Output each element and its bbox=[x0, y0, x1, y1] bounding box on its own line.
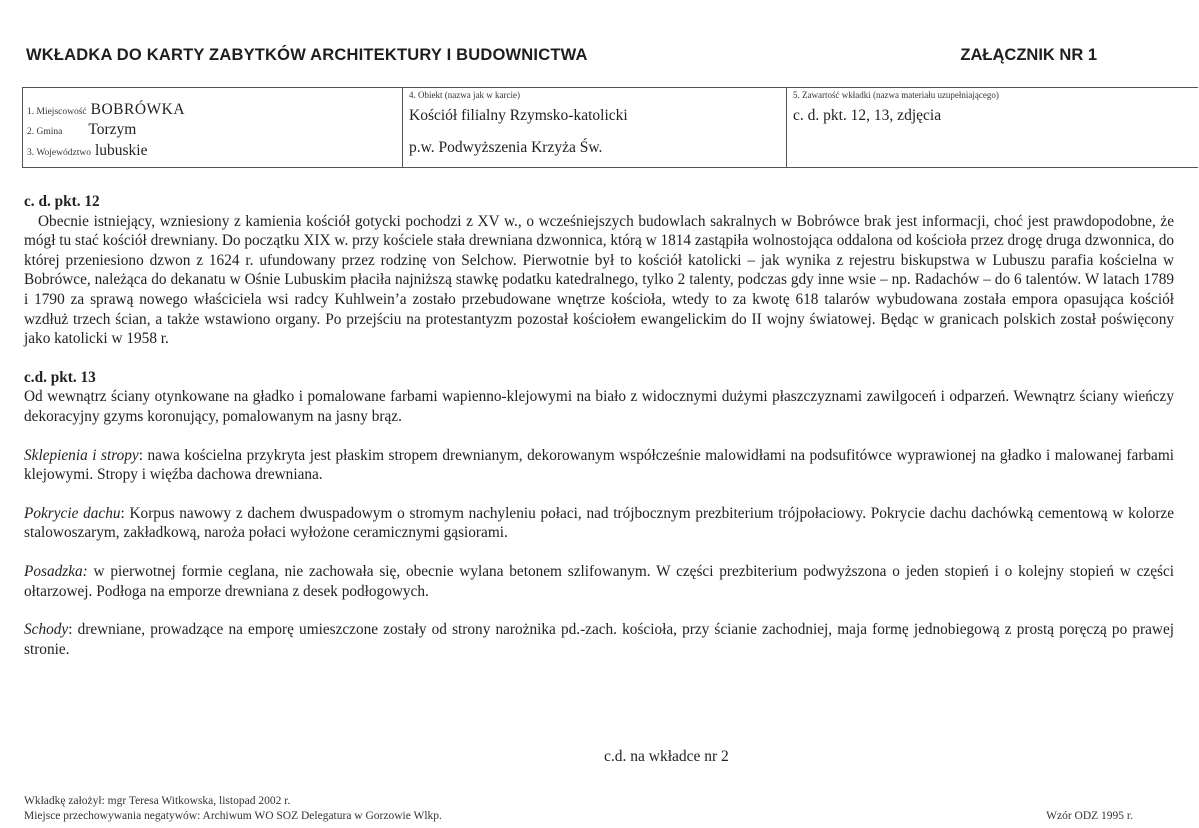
schody-term: Schody bbox=[24, 621, 69, 639]
obiekt-label: 4. Obiekt (nazwa jak w karcie) bbox=[409, 90, 520, 100]
section-13-title: c.d. pkt. 13 bbox=[24, 368, 96, 386]
pokrycie-term: Pokrycie dachu bbox=[24, 504, 121, 522]
continuation-note: c.d. na wkładce nr 2 bbox=[604, 748, 729, 765]
section-13-intro: Od wewnątrz ściany otynkowane na gładko i pomalowane farbami wapienno-klejowymi na biało z widocznymi dużymi płaszczyznami zawilgoceń i odparzeń. Wewnątrz ściany wieńczy dekoracyjny gzyms koronujący, pomalowanym na jasny brąz. bbox=[24, 388, 1174, 425]
schody-text: : drewniane, prowadzące na emporę umieszczone zostały od strony narożnika pd.-zach. kościoła, przy ścianie zachodniej, maja formę jednobiegową z prostą poręczą po prawej stronie. bbox=[24, 621, 1174, 658]
gmina-value: Torzym bbox=[88, 121, 137, 138]
pokrycie-text: : Korpus nawowy z dachem dwuspadowym o stromym nachyleniu połaci, nad trójbocznym prezbiterium trójpołaciowy. Pokrycie dachu dachówką cementową w kolorze stalowoszarym, zakładkową, naroża połaci wyłożone ceramicznymi gąsiorami. bbox=[24, 504, 1174, 542]
miejscowosc-field bbox=[27, 101, 185, 119]
footer-author: Wkładkę założył: mgr Teresa Witkowska, listopad 2002 r. bbox=[24, 795, 291, 807]
gmina-label: 2. Gmina bbox=[27, 127, 63, 137]
sklepienia-text: : nawa kościelna przykryta jest płaskim stropem drewnianym, dekorowanym współcześnie malowidłami na podsufitówce wyprawionej na gładko i malowanej farbami klejowymi. Stropy i więźba dachowa drewniana. bbox=[24, 446, 1174, 484]
document-title: WKŁADKA DO KARTY ZABYTKÓW ARCHITEKTURY I BUDOWNICTWA bbox=[26, 46, 588, 64]
section-12-title: c. d. pkt. 12 bbox=[24, 193, 100, 210]
obiekt-line2: p.w. Podwyższenia Krzyża Św. bbox=[409, 139, 603, 156]
identification-box bbox=[22, 87, 1198, 168]
zawartosc-value: c. d. pkt. 12, 13, zdjęcia bbox=[793, 107, 942, 124]
paragraph-pokrycie bbox=[24, 504, 1174, 543]
annex-label: ZAŁĄCZNIK NR 1 bbox=[960, 46, 1097, 64]
location-cell bbox=[23, 88, 403, 167]
posadzka-term: Posadzka: bbox=[24, 562, 88, 580]
paragraph-schody bbox=[24, 620, 1174, 659]
footer-form-version: Wzór ODZ 1995 r. bbox=[1046, 810, 1133, 822]
sklepienia-term: Sklepienia i stropy bbox=[24, 446, 139, 464]
section-12-text: Obecnie istniejący, wzniesiony z kamienia kościół gotycki pochodzi z XV w., o wcześniejszych budowlach sakralnych w Bobrówce brak jest informacji, choć jest prawdopodobne, że mógł tu stać kościół drewniany. Do początku XIX w. przy kościele stała drewniana dzwonnica, którą w 1814 zastąpiła wolnostojąca oddalona od kościoła przez drogę druga dzwonnica, do której przeniesiono dzwon z 1624 r. ufundowany przez rodzinę von Selchow. Pierwotnie był to kościół katolicki – jak wynika z rejestru biskupstwa w Lubuszu parafia kościelna w Bobrówce, należąca do dekanatu w Ośnie Lubuskim płaciła najniższą stawkę podatku katedralnego, tylko 2 talenty, podczas gdy inne wsie – np. Radachów – do 6 talentów. W latach 1789 i 1790 za sprawą nowego właściciela wsi radcy Kuhlwein’a zostało przebudowane wnętrze kościoła, wtedy to za kwotę 618 talarów wybudowana została empora opasująca kościół wzdłuż trzech ścian, a także wstawiono organy. Po przejściu na protestantyzm pozostał kościołem ewangelickim do II wojny światowej. Będąc w granicach polskich został poświęcony jako katolicki w 1958 r. bbox=[24, 212, 1175, 348]
contents-cell bbox=[787, 88, 1198, 167]
gmina-field bbox=[27, 121, 136, 139]
paragraph-sklepienia bbox=[24, 446, 1174, 485]
wojewodztwo-value: lubuskie bbox=[94, 142, 148, 159]
wojewodztwo-label: 3. Województwo bbox=[27, 148, 91, 158]
obiekt-line1: Kościół filialny Rzymsko-katolicki bbox=[409, 107, 628, 124]
wojewodztwo-field bbox=[27, 142, 148, 160]
footer-archive: Miejsce przechowywania negatywów: Archiwum WO SOZ Delegatura w Gorzowie Wlkp. bbox=[24, 810, 442, 822]
miejscowosc-value: BOBRÓWKA bbox=[90, 101, 186, 118]
paragraph-posadzka bbox=[24, 562, 1174, 601]
miejscowosc-label: 1. Miejscowość bbox=[27, 107, 87, 117]
object-cell bbox=[403, 88, 787, 167]
document-header bbox=[26, 46, 1173, 70]
posadzka-text: w pierwotnej formie ceglana, nie zachowała się, obecnie wylana betonem szlifowanym. W części prezbiterium podwyższona o jeden stopień i o kolejny stopień w części ołtarzowej. Podłoga na emporze drewniana z desek podłogowych. bbox=[24, 562, 1174, 600]
document-body bbox=[24, 192, 1174, 659]
zawartosc-label: 5. Zawartość wkładki (nazwa materiału uzupełniającego) bbox=[793, 90, 999, 100]
